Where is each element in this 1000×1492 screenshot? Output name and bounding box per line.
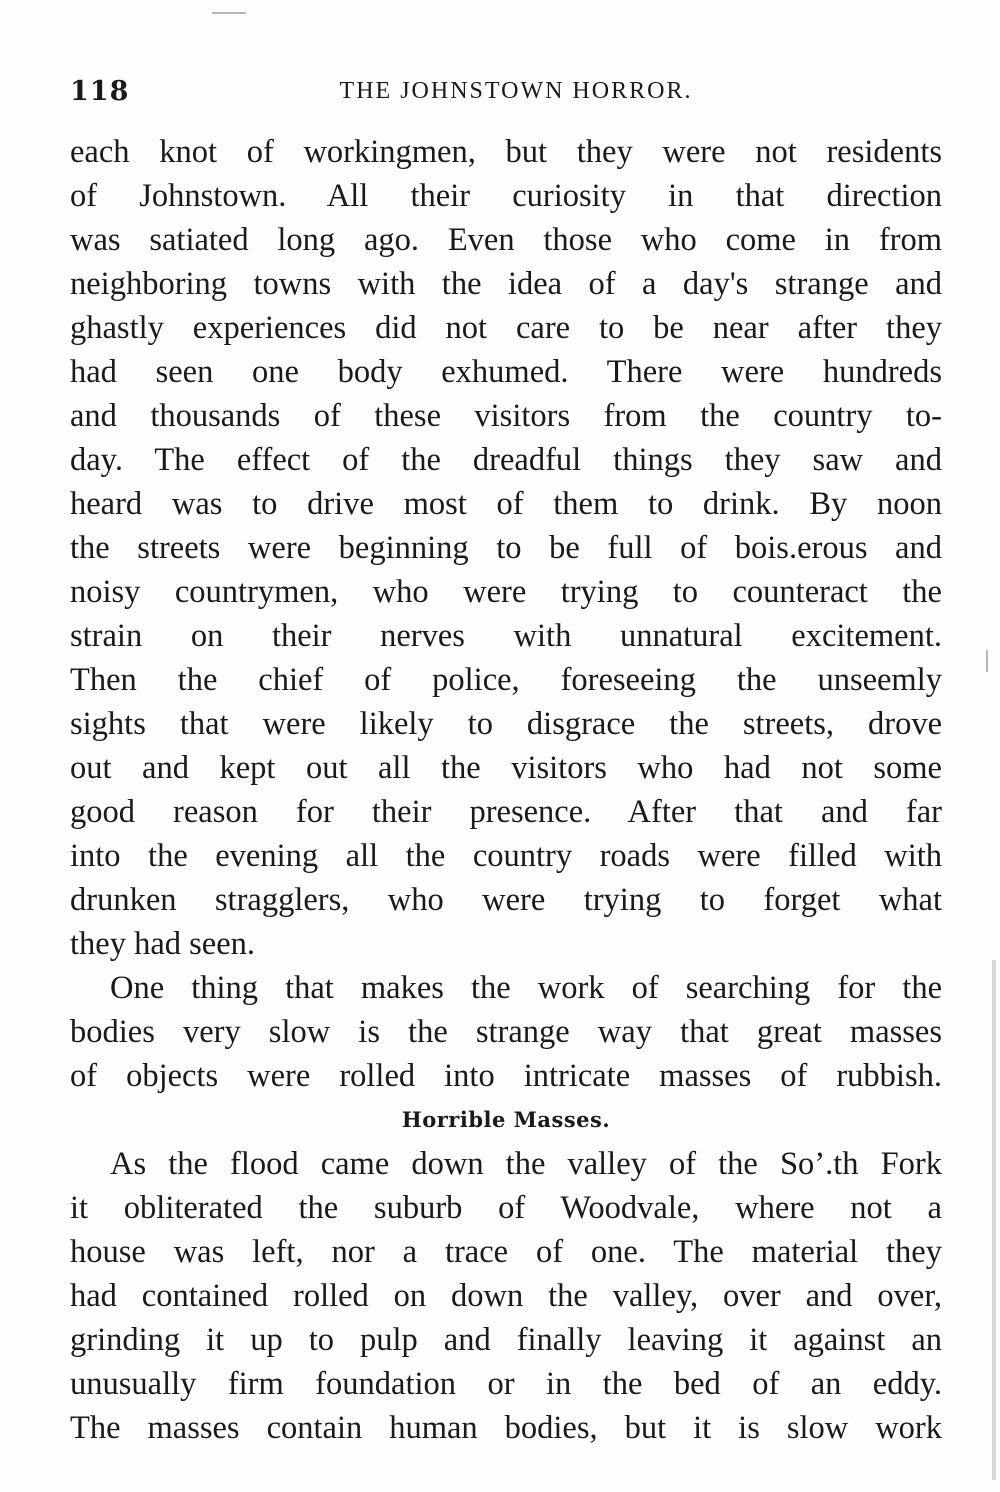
scan-speck <box>986 650 988 672</box>
text-line: they had seen. <box>70 926 256 962</box>
text-line: good reason for their presence. After that and far <box>70 794 942 830</box>
text-line: drunken stragglers, who were trying to forget what <box>70 882 942 918</box>
text-line: of objects were rolled into intricate masses of rubbish. <box>70 1058 942 1094</box>
scan-speck <box>212 12 246 14</box>
running-title: THE JOHNSTOWN HORROR. <box>339 78 693 104</box>
text-line: out and kept out all the visitors who had not some <box>70 750 942 786</box>
text-line: and thousands of these visitors from the country to- <box>70 398 942 434</box>
text-line: it obliterated the suburb of Woodvale, where not a <box>70 1190 942 1226</box>
text-line: into the evening all the country roads were filled with <box>70 838 942 874</box>
page-header <box>70 76 942 112</box>
text-line: sights that were likely to disgrace the streets, drove <box>70 706 942 742</box>
page-number: 118 <box>70 76 130 107</box>
text-line: As the flood came down the valley of the So’.th Fork <box>110 1146 942 1182</box>
text-line: of Johnstown. All their curiosity in that direction <box>70 178 942 214</box>
text-line: the streets were beginning to be full of bois.erous and <box>70 530 942 566</box>
text-line: each knot of workingmen, but they were not residents <box>70 134 942 170</box>
body-text <box>70 130 942 1450</box>
text-line: had contained rolled on down the valley, over and over, <box>70 1278 942 1314</box>
text-line: neighboring towns with the idea of a day's strange and <box>70 266 942 302</box>
section-heading: Horrible Masses. <box>401 1107 611 1132</box>
text-line: One thing that makes the work of searching for the <box>110 970 942 1006</box>
text-line: had seen one body exhumed. There were hundreds <box>70 354 942 390</box>
text-line: house was left, nor a trace of one. The material they <box>70 1234 942 1270</box>
text-line: The masses contain human bodies, but it is slow work <box>70 1410 942 1446</box>
text-line: noisy countrymen, who were trying to counteract the <box>70 574 942 610</box>
text-line: bodies very slow is the strange way that great masses <box>70 1014 942 1050</box>
text-line: was satiated long ago. Even those who come in from <box>70 222 942 258</box>
text-line: ghastly experiences did not care to be near after they <box>70 310 942 346</box>
text-line: unusually firm foundation or in the bed of an eddy. <box>70 1366 942 1402</box>
text-line: grinding it up to pulp and finally leaving it against an <box>70 1322 942 1358</box>
text-line: Then the chief of police, foreseeing the unseemly <box>70 662 942 698</box>
text-line: heard was to drive most of them to drink. By noon <box>70 486 942 522</box>
text-line: strain on their nerves with unnatural excitement. <box>70 618 942 654</box>
text-line: day. The effect of the dreadful things they saw and <box>70 442 942 478</box>
scan-edge <box>992 960 996 1480</box>
